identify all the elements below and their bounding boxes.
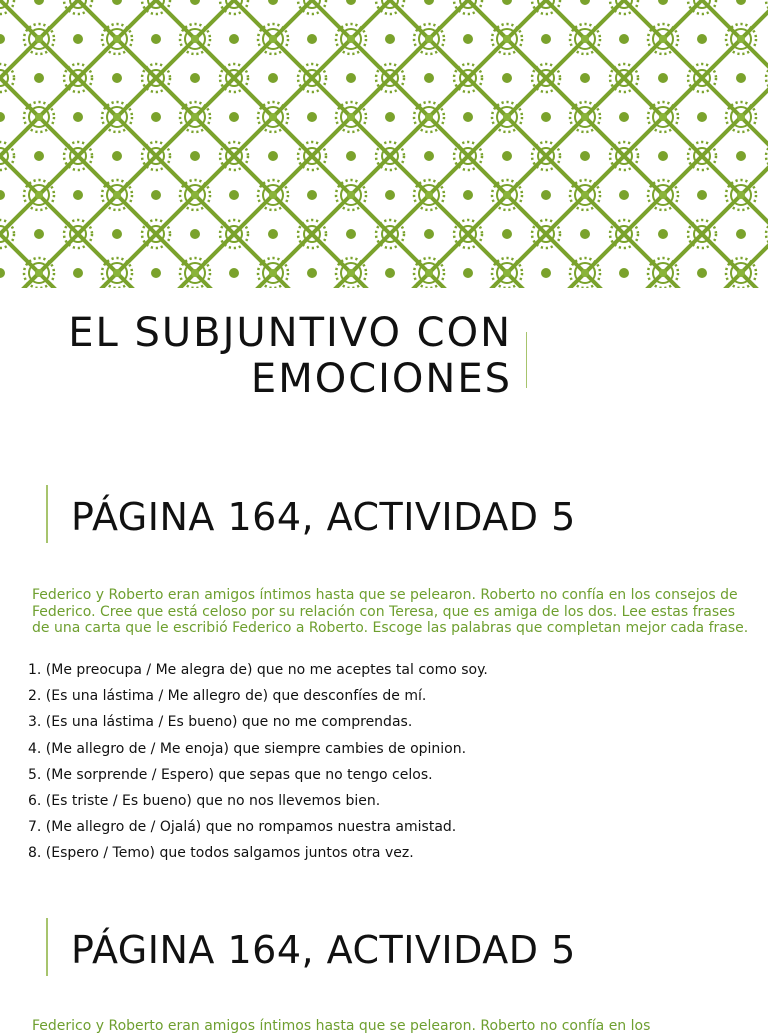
slide-1-intro: Federico y Roberto eran amigos íntimos hasta que se pelearon. Roberto no confía en los consejos de Federico. Cree que está celoso por su relación con Teresa, que es amiga de los dos. Lee estas frases de una carta que le escribió Federico a Roberto. Escoge las palabras que completan mejor cada frase.: [32, 587, 749, 636]
heading-accent-bar: [46, 918, 48, 976]
exercise-item: 7. (Me allegro de / Ojalá) que no rompamos nuestra amistad.: [28, 819, 457, 836]
heading-accent-bar: [46, 485, 48, 543]
exercise-item: 3. (Es una lástima / Es bueno) que no me comprendas.: [28, 714, 413, 731]
cover-title-line-1: EL SUBJUNTIVO CON: [68, 310, 512, 356]
pattern-banner: [0, 0, 768, 288]
cover-title-line-2: EMOCIONES: [250, 356, 512, 402]
exercise-item: 1. (Me preocupa / Me alegra de) que no me aceptes tal como soy.: [28, 662, 488, 678]
exercise-item: 8. (Espero / Temo) que todos salgamos juntos otra vez.: [28, 845, 414, 862]
geometric-pattern: [0, 0, 768, 288]
exercise-list: [28, 657, 488, 867]
title-accent-rule: [526, 332, 527, 388]
slide-1-heading-block: [46, 485, 746, 543]
exercise-item: 2. (Es una lástima / Me allegro de) que desconfíes de mí.: [28, 688, 427, 705]
cover-title: [60, 310, 512, 402]
exercise-item: 5. (Me sorprende / Espero) que sepas que no tengo celos.: [28, 766, 433, 783]
slide-2-heading: PÁGINA 164, ACTIVIDAD 5: [71, 928, 576, 972]
exercise-item: 4. (Me allegro de / Me enoja) que siempre cambies de opinion.: [28, 740, 467, 757]
slide-1-heading: PÁGINA 164, ACTIVIDAD 5: [71, 495, 576, 539]
slide-2-heading-block: [46, 918, 746, 976]
slide-2-intro: Federico y Roberto eran amigos íntimos hasta que se pelearon. Roberto no confía en los: [32, 1018, 651, 1034]
exercise-item: 6. (Es triste / Es bueno) que no nos llevemos bien.: [28, 793, 381, 810]
